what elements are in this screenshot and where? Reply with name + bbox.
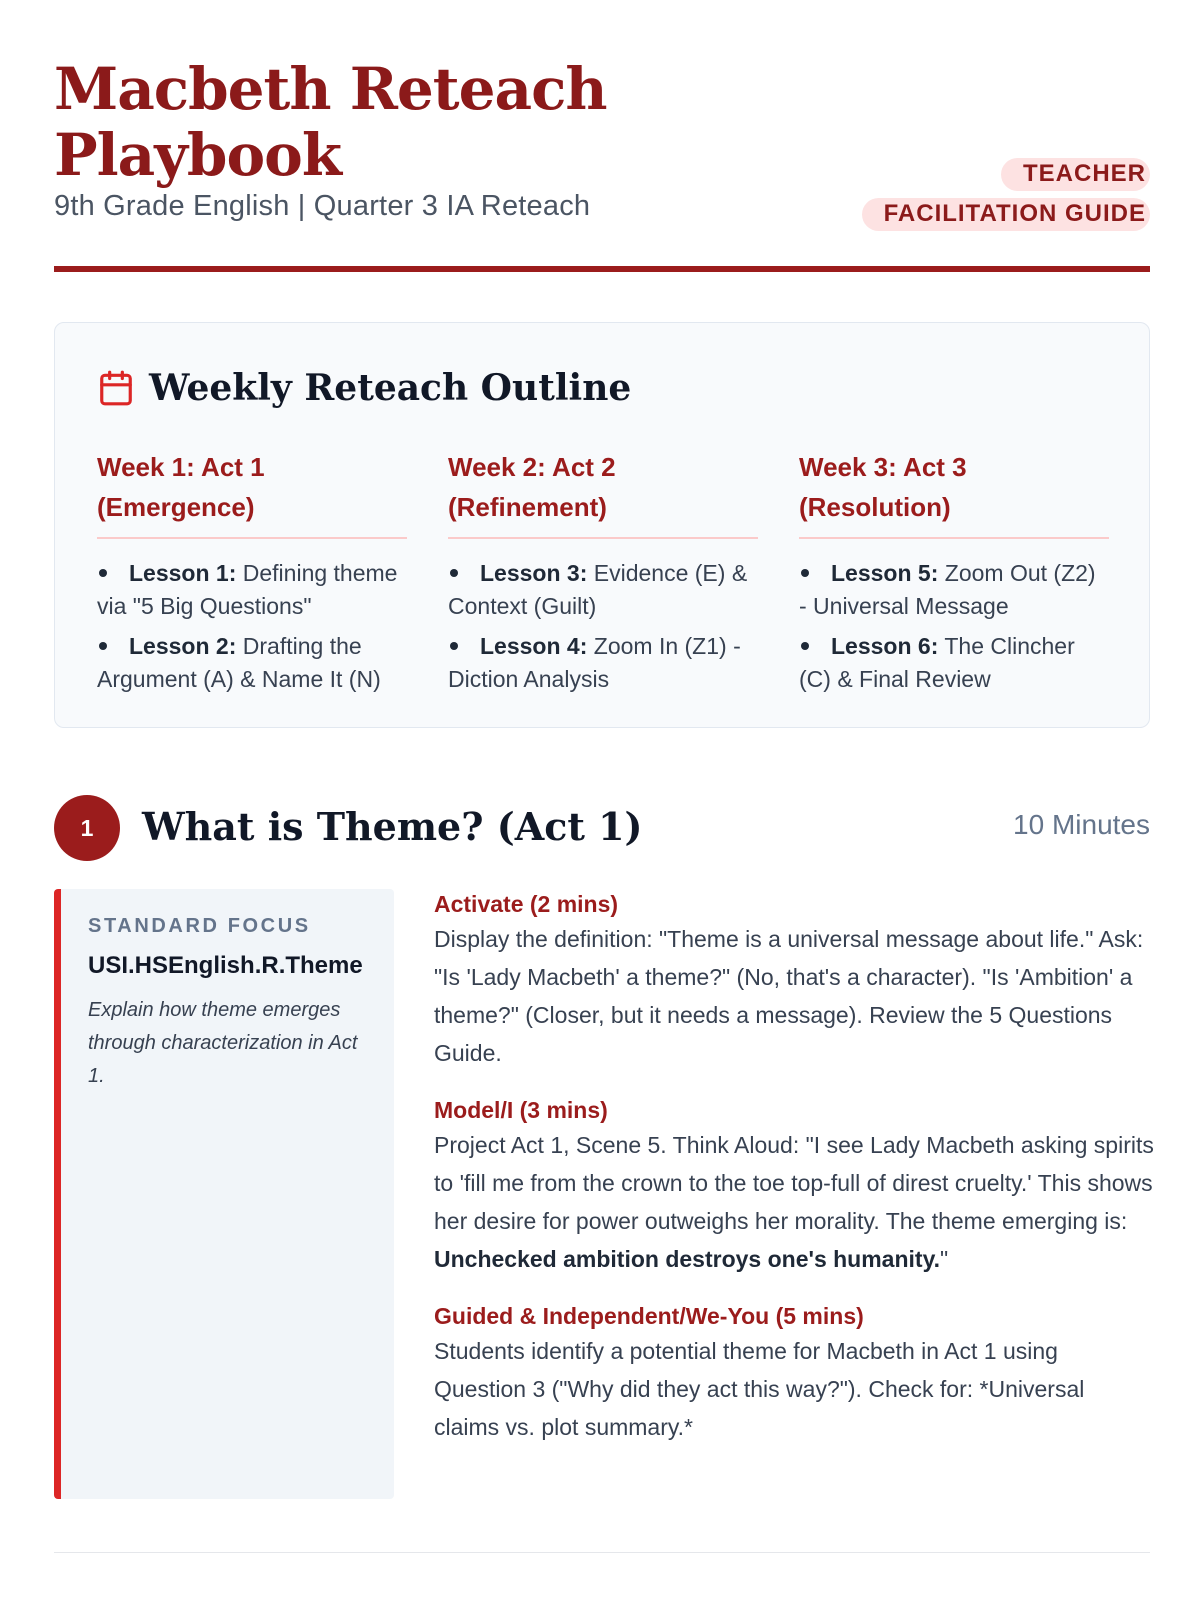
lesson-text: Defining theme via "5 Big Questions" xyxy=(97,560,398,619)
lesson-item xyxy=(448,630,758,696)
section-divider xyxy=(54,1552,1150,1553)
calendar-icon xyxy=(97,369,135,407)
lesson-label: Lesson 3: xyxy=(480,560,588,586)
bullet-icon xyxy=(450,642,458,650)
lesson-label: Lesson 5: xyxy=(831,560,939,586)
lesson-label: Lesson 1: xyxy=(129,560,237,586)
lesson-item xyxy=(448,557,758,623)
document-header xyxy=(54,56,1150,272)
lesson-item xyxy=(799,557,1109,623)
lesson-list xyxy=(97,557,407,696)
weekly-outline-card xyxy=(54,322,1150,728)
document-subtitle: 9th Grade English | Quarter 3 IA Reteach xyxy=(54,190,591,222)
week-title: Week 1: Act 1 (Emergence) xyxy=(97,447,407,539)
week-column xyxy=(799,447,1109,703)
step-body xyxy=(434,1126,1154,1278)
standard-code: USI.HSEnglish.R.Theme xyxy=(88,952,363,979)
week-column xyxy=(97,447,407,703)
step-activate xyxy=(434,888,1154,1072)
bullet-icon xyxy=(450,569,458,577)
lesson-item xyxy=(799,630,1109,696)
theme-statement: Unchecked ambition destroys one's humanity. xyxy=(434,1246,941,1272)
section-duration: 10 Minutes xyxy=(1013,809,1150,840)
lesson-steps xyxy=(434,888,1154,1468)
lesson-text: Zoom In (Z1) - Diction Analysis xyxy=(448,633,741,692)
lesson-text: Drafting the Argument (A) & Name It (N) xyxy=(97,633,381,692)
bullet-icon xyxy=(801,642,809,650)
step-title: Guided & Independent/We-You (5 mins) xyxy=(434,1303,864,1329)
week-column xyxy=(448,447,758,703)
outline-heading xyxy=(97,367,631,409)
step-title: Activate (2 mins) xyxy=(434,891,619,917)
section-number-badge: 1 xyxy=(54,795,120,861)
standard-focus-panel xyxy=(54,889,394,1499)
section-heading xyxy=(54,795,1150,861)
lesson-text: The Clincher (C) & Final Review xyxy=(799,633,1075,692)
lesson-list xyxy=(448,557,758,696)
week-title: Week 2: Act 2 (Refinement) xyxy=(448,447,758,539)
step-title: Model/I (3 mins) xyxy=(434,1097,608,1123)
guide-badge xyxy=(830,154,1150,234)
step-guided xyxy=(434,1300,1154,1446)
lesson-item xyxy=(97,557,407,623)
step-body-tail: " xyxy=(940,1246,949,1272)
weeks-grid xyxy=(97,447,1109,703)
step-body: Students identify a potential theme for Macbeth in Act 1 using Question 3 ("Why did they act this way?"). Check for: *Universal claims vs. plot summary.* xyxy=(434,1338,1085,1440)
lesson-label: Lesson 6: xyxy=(831,633,939,659)
lesson-list xyxy=(799,557,1109,696)
bullet-icon xyxy=(99,642,107,650)
standard-description: Explain how theme emerges through characterization in Act 1. xyxy=(88,999,358,1087)
lesson-text: Evidence (E) & Context (Guilt) xyxy=(448,560,748,619)
document-title: Macbeth Reteach Playbook xyxy=(54,55,607,189)
standard-label: STANDARD FOCUS xyxy=(88,915,311,937)
lesson-label: Lesson 2: xyxy=(129,633,237,659)
outline-title: Weekly Reteach Outline xyxy=(149,367,632,409)
bullet-icon xyxy=(801,569,809,577)
section-title: What is Theme? (Act 1) xyxy=(142,804,643,849)
lesson-text: Zoom Out (Z2) - Universal Message xyxy=(799,560,1096,619)
step-body: Display the definition: "Theme is a universal message about life." Ask: "Is 'Lady Macbeth' a theme?" (No, that's a character). "Is 'Ambition' a theme?" (Closer, but it needs a message). Review the 5 Questions Guide. xyxy=(434,926,1144,1066)
guide-badge-label: TEACHER FACILITATION GUIDE xyxy=(862,158,1150,231)
header-divider xyxy=(54,266,1150,272)
lesson-label: Lesson 4: xyxy=(480,633,588,659)
step-model xyxy=(434,1094,1154,1278)
step-body-text: Project Act 1, Scene 5. Think Aloud: "I see Lady Macbeth asking spirits to 'fill me from the crown to the toe top-full of direst cruelty.' This shows her desire for power outweighs her morality. The theme emerging is: xyxy=(434,1132,1154,1234)
bullet-icon xyxy=(99,569,107,577)
lesson-item xyxy=(97,630,407,696)
week-title: Week 3: Act 3 (Resolution) xyxy=(799,447,1109,539)
